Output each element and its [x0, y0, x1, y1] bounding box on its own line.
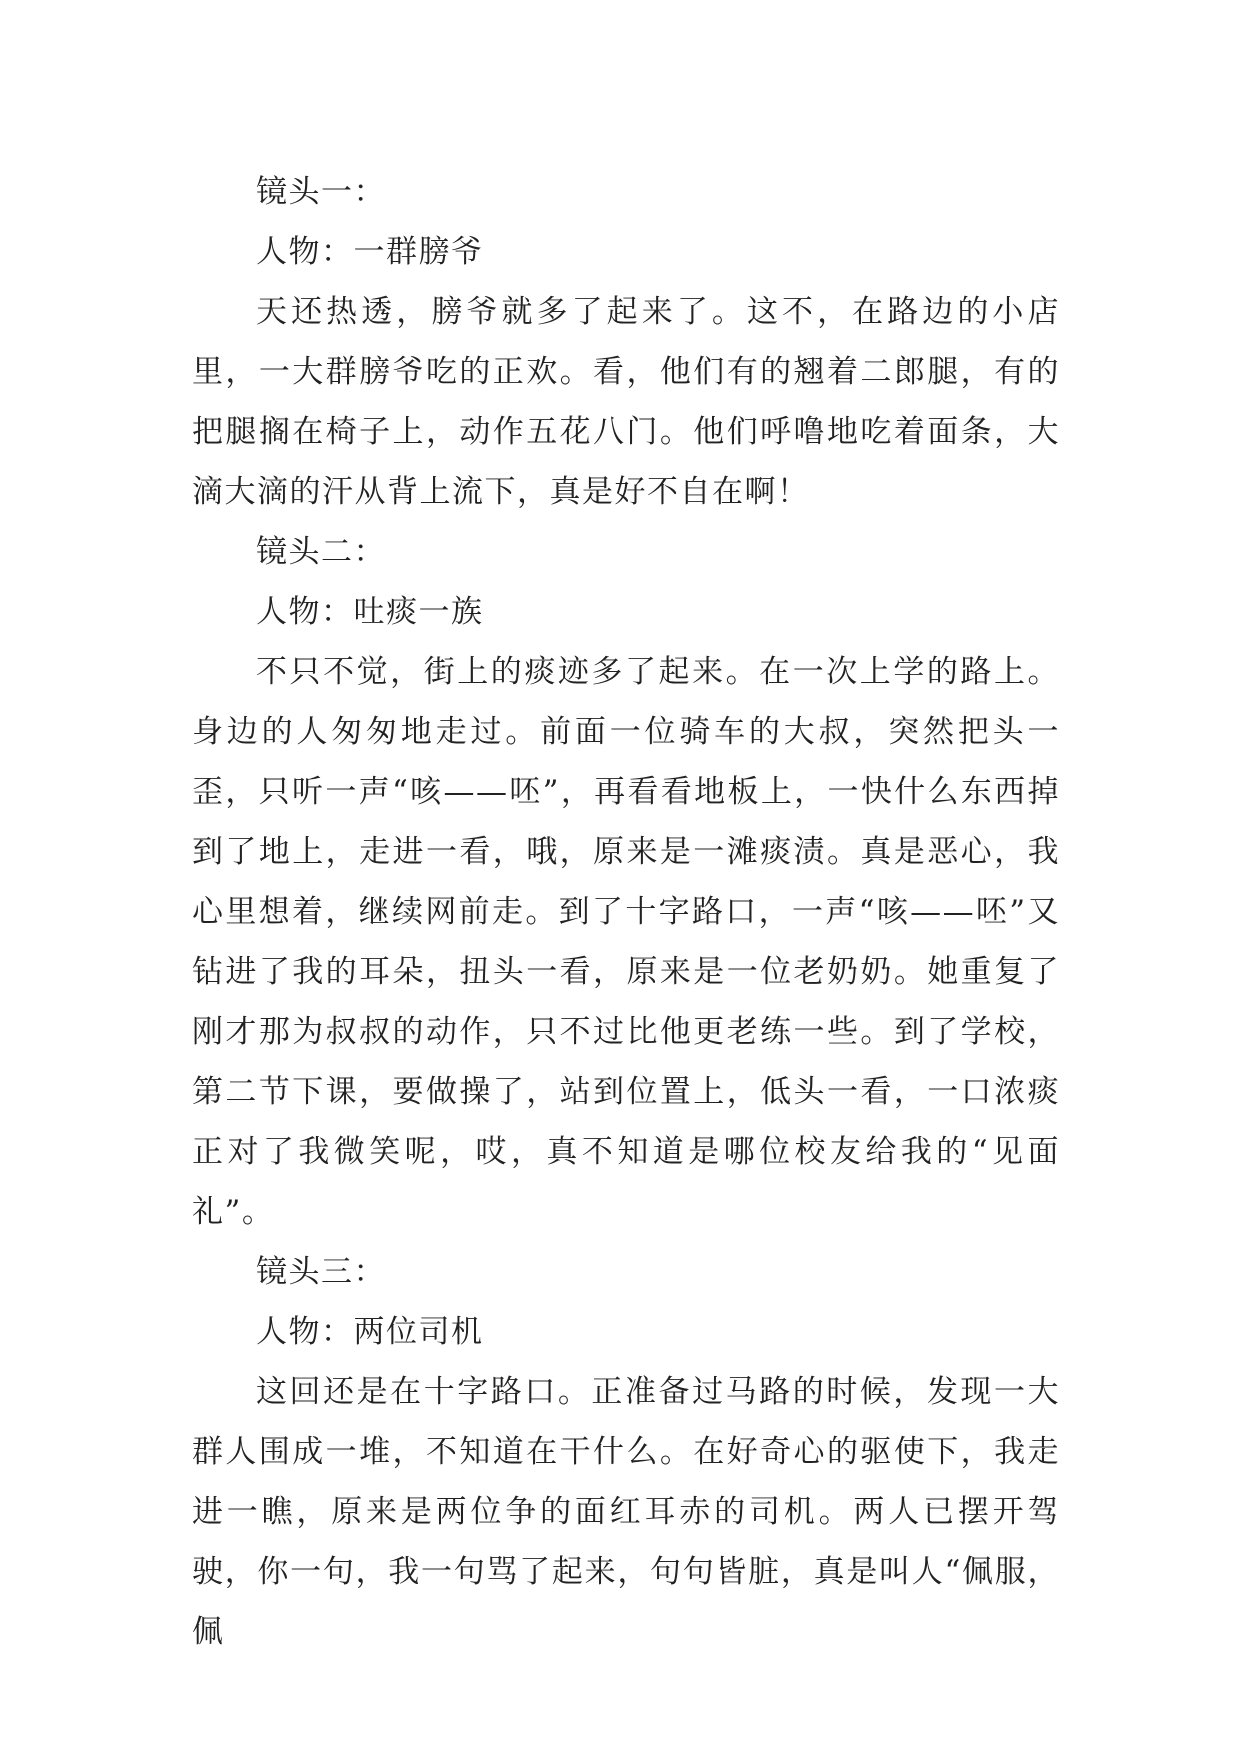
scene-characters-1: 人物：一群膀爷	[256, 234, 484, 270]
document-body	[192, 162, 1060, 1662]
scene-paragraph-1: 天还热透，膀爷就多了起来了。这不，在路边的小店里，一大群膀爷吃的正欢。看，他们有的翘着二郎腿，有的把腿搁在椅子上，动作五花八门。他们呼噜地吃着面条，大滴大滴的汗从背上流下，真是好不自在啊！	[192, 294, 1060, 510]
scene-characters-2: 人物：吐痰一族	[256, 594, 484, 630]
scene-heading-1: 镜头一：	[256, 174, 386, 210]
scene-characters-3: 人物：两位司机	[256, 1314, 484, 1350]
scene-paragraph-2: 不只不觉，街上的痰迹多了起来。在一次上学的路上。身边的人匆匆地走过。前面一位骑车的大叔，突然把头一歪，只听一声“咳——呸”，再看看地板上，一快什么东西掉到了地上，走进一看，哦，原来是一滩痰渍。真是恶心，我心里想着，继续网前走。到了十字路口，一声“咳——呸”又钻进了我的耳朵，扭头一看，原来是一位老奶奶。她重复了刚才那为叔叔的动作，只不过比他更老练一些。到了学校，第二节下课，要做操了，站到位置上，低头一看，一口浓痰正对了我微笑呢，哎，真不知道是哪位校友给我的“见面礼”。	[192, 654, 1060, 1230]
scene-heading-2: 镜头二：	[256, 534, 386, 570]
scene-heading-3: 镜头三：	[256, 1254, 386, 1290]
scene-paragraph-3: 这回还是在十字路口。正准备过马路的时候，发现一大群人围成一堆，不知道在干什么。在好奇心的驱使下，我走进一瞧，原来是两位争的面红耳赤的司机。两人已摆开驾驶，你一句，我一句骂了起来，句句皆脏，真是叫人“佩服，佩	[192, 1374, 1060, 1650]
